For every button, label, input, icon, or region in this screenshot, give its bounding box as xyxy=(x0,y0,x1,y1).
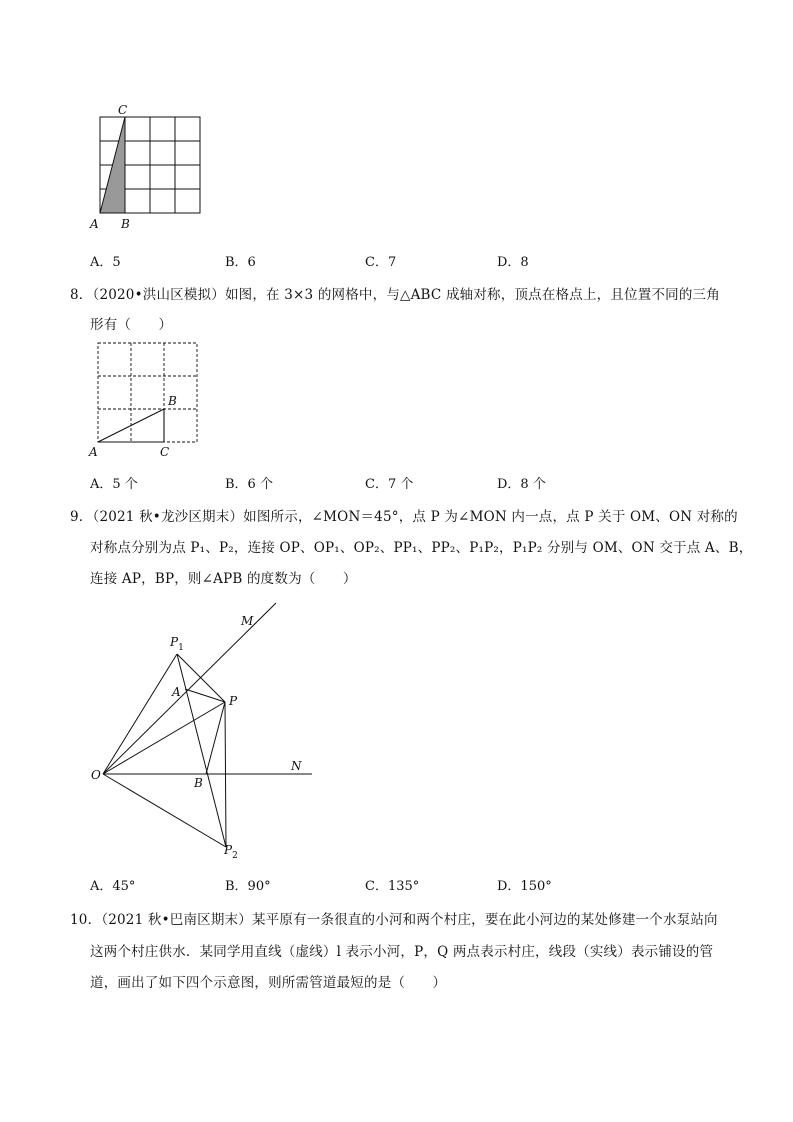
q8-text-line1: 8．（2020•洪山区模拟）如图，在 3×3 的网格中，与△ABC 成轴对称，顶点在格点上，且位置不同的三角 xyxy=(70,287,720,303)
q9-ray-om xyxy=(103,603,276,774)
q9-label-p1: $P_1$ xyxy=(170,635,184,653)
q8-label-b: B xyxy=(168,394,177,408)
q9-segment-bp xyxy=(206,702,225,774)
q9-segment-pp2 xyxy=(225,702,226,847)
q7-option-b[interactable]: B．6 xyxy=(225,255,256,270)
q7-option-d[interactable]: D．8 xyxy=(497,255,529,270)
q7-label-b: B xyxy=(121,217,130,231)
q9-option-c[interactable]: C．135° xyxy=(365,879,420,894)
q7-option-c[interactable]: C．7 xyxy=(365,255,397,270)
q9-segment-op1 xyxy=(103,654,177,774)
q8-option-c[interactable]: C．7 个 xyxy=(365,477,414,492)
q8-label-c: C xyxy=(160,445,170,459)
q9-text-line2: 对称点分别为点 P₁、P₂，连接 OP、OP₁、OP₂、PP₁、PP₂、P₁P₂，P₁P₂ 分别与 OM、ON 交于点 A、B， xyxy=(90,540,753,556)
q10-text-line2: 这两个村庄供水．某同学用直线（虚线）l 表示小河，P，Q 两点表示村庄，线段（实线）表示铺设的管 xyxy=(90,944,714,960)
q7-option-a[interactable]: A．5 xyxy=(90,255,121,270)
q9-label-n: N xyxy=(291,759,302,773)
q9-text-line1: 9．（2021 秋•龙沙区期末）如图所示，∠MON＝45°，点 P 为∠MON 内一点，点 P 关于 OM、ON 对称的 xyxy=(70,509,738,525)
q9-lines xyxy=(103,603,312,847)
q8-option-b[interactable]: B．6 个 xyxy=(225,477,273,492)
q9-segment-op xyxy=(103,702,225,774)
q7-grid-figure xyxy=(85,100,215,235)
q7-label-a: A xyxy=(90,217,99,231)
q9-label-m: M xyxy=(241,614,254,628)
q9-option-a[interactable]: A．45° xyxy=(90,879,136,894)
q9-figure xyxy=(85,598,325,868)
q9-geometry-figure xyxy=(85,598,325,868)
q9-option-d[interactable]: D．150° xyxy=(497,879,552,894)
q8-option-a[interactable]: A．5 个 xyxy=(90,477,138,492)
q9-label-p: P xyxy=(229,694,238,708)
q8-label-a: A xyxy=(89,445,98,459)
q8-text-line2: 形有（ ） xyxy=(90,317,173,333)
q8-option-d[interactable]: D．8 个 xyxy=(497,477,546,492)
q10-text-line1: 10．（2021 秋•巴南区期末）某平原有一条很直的小河和两个村庄，要在此小河边的某处修建一个水泵站向 xyxy=(70,912,718,928)
q7-figure xyxy=(85,100,215,235)
q9-label-p2: $P_2$ xyxy=(224,843,238,861)
q10-text-line3: 道，画出了如下四个示意图，则所需管道最短的是（ ） xyxy=(90,975,447,991)
q9-segment-op2 xyxy=(103,774,226,847)
q9-option-b[interactable]: B．90° xyxy=(225,879,271,894)
q7-label-c: C xyxy=(118,103,128,117)
q9-label-b: B xyxy=(194,776,203,790)
q8-grid-figure xyxy=(85,335,215,465)
q9-text-line3: 连接 AP，BP，则∠APB 的度数为（ ） xyxy=(90,571,357,587)
q9-label-a: A xyxy=(172,685,181,699)
q8-dashed-grid xyxy=(98,343,197,442)
q9-segment-p1p2 xyxy=(177,654,226,847)
q9-label-o: O xyxy=(91,768,101,782)
q8-figure xyxy=(85,335,215,465)
